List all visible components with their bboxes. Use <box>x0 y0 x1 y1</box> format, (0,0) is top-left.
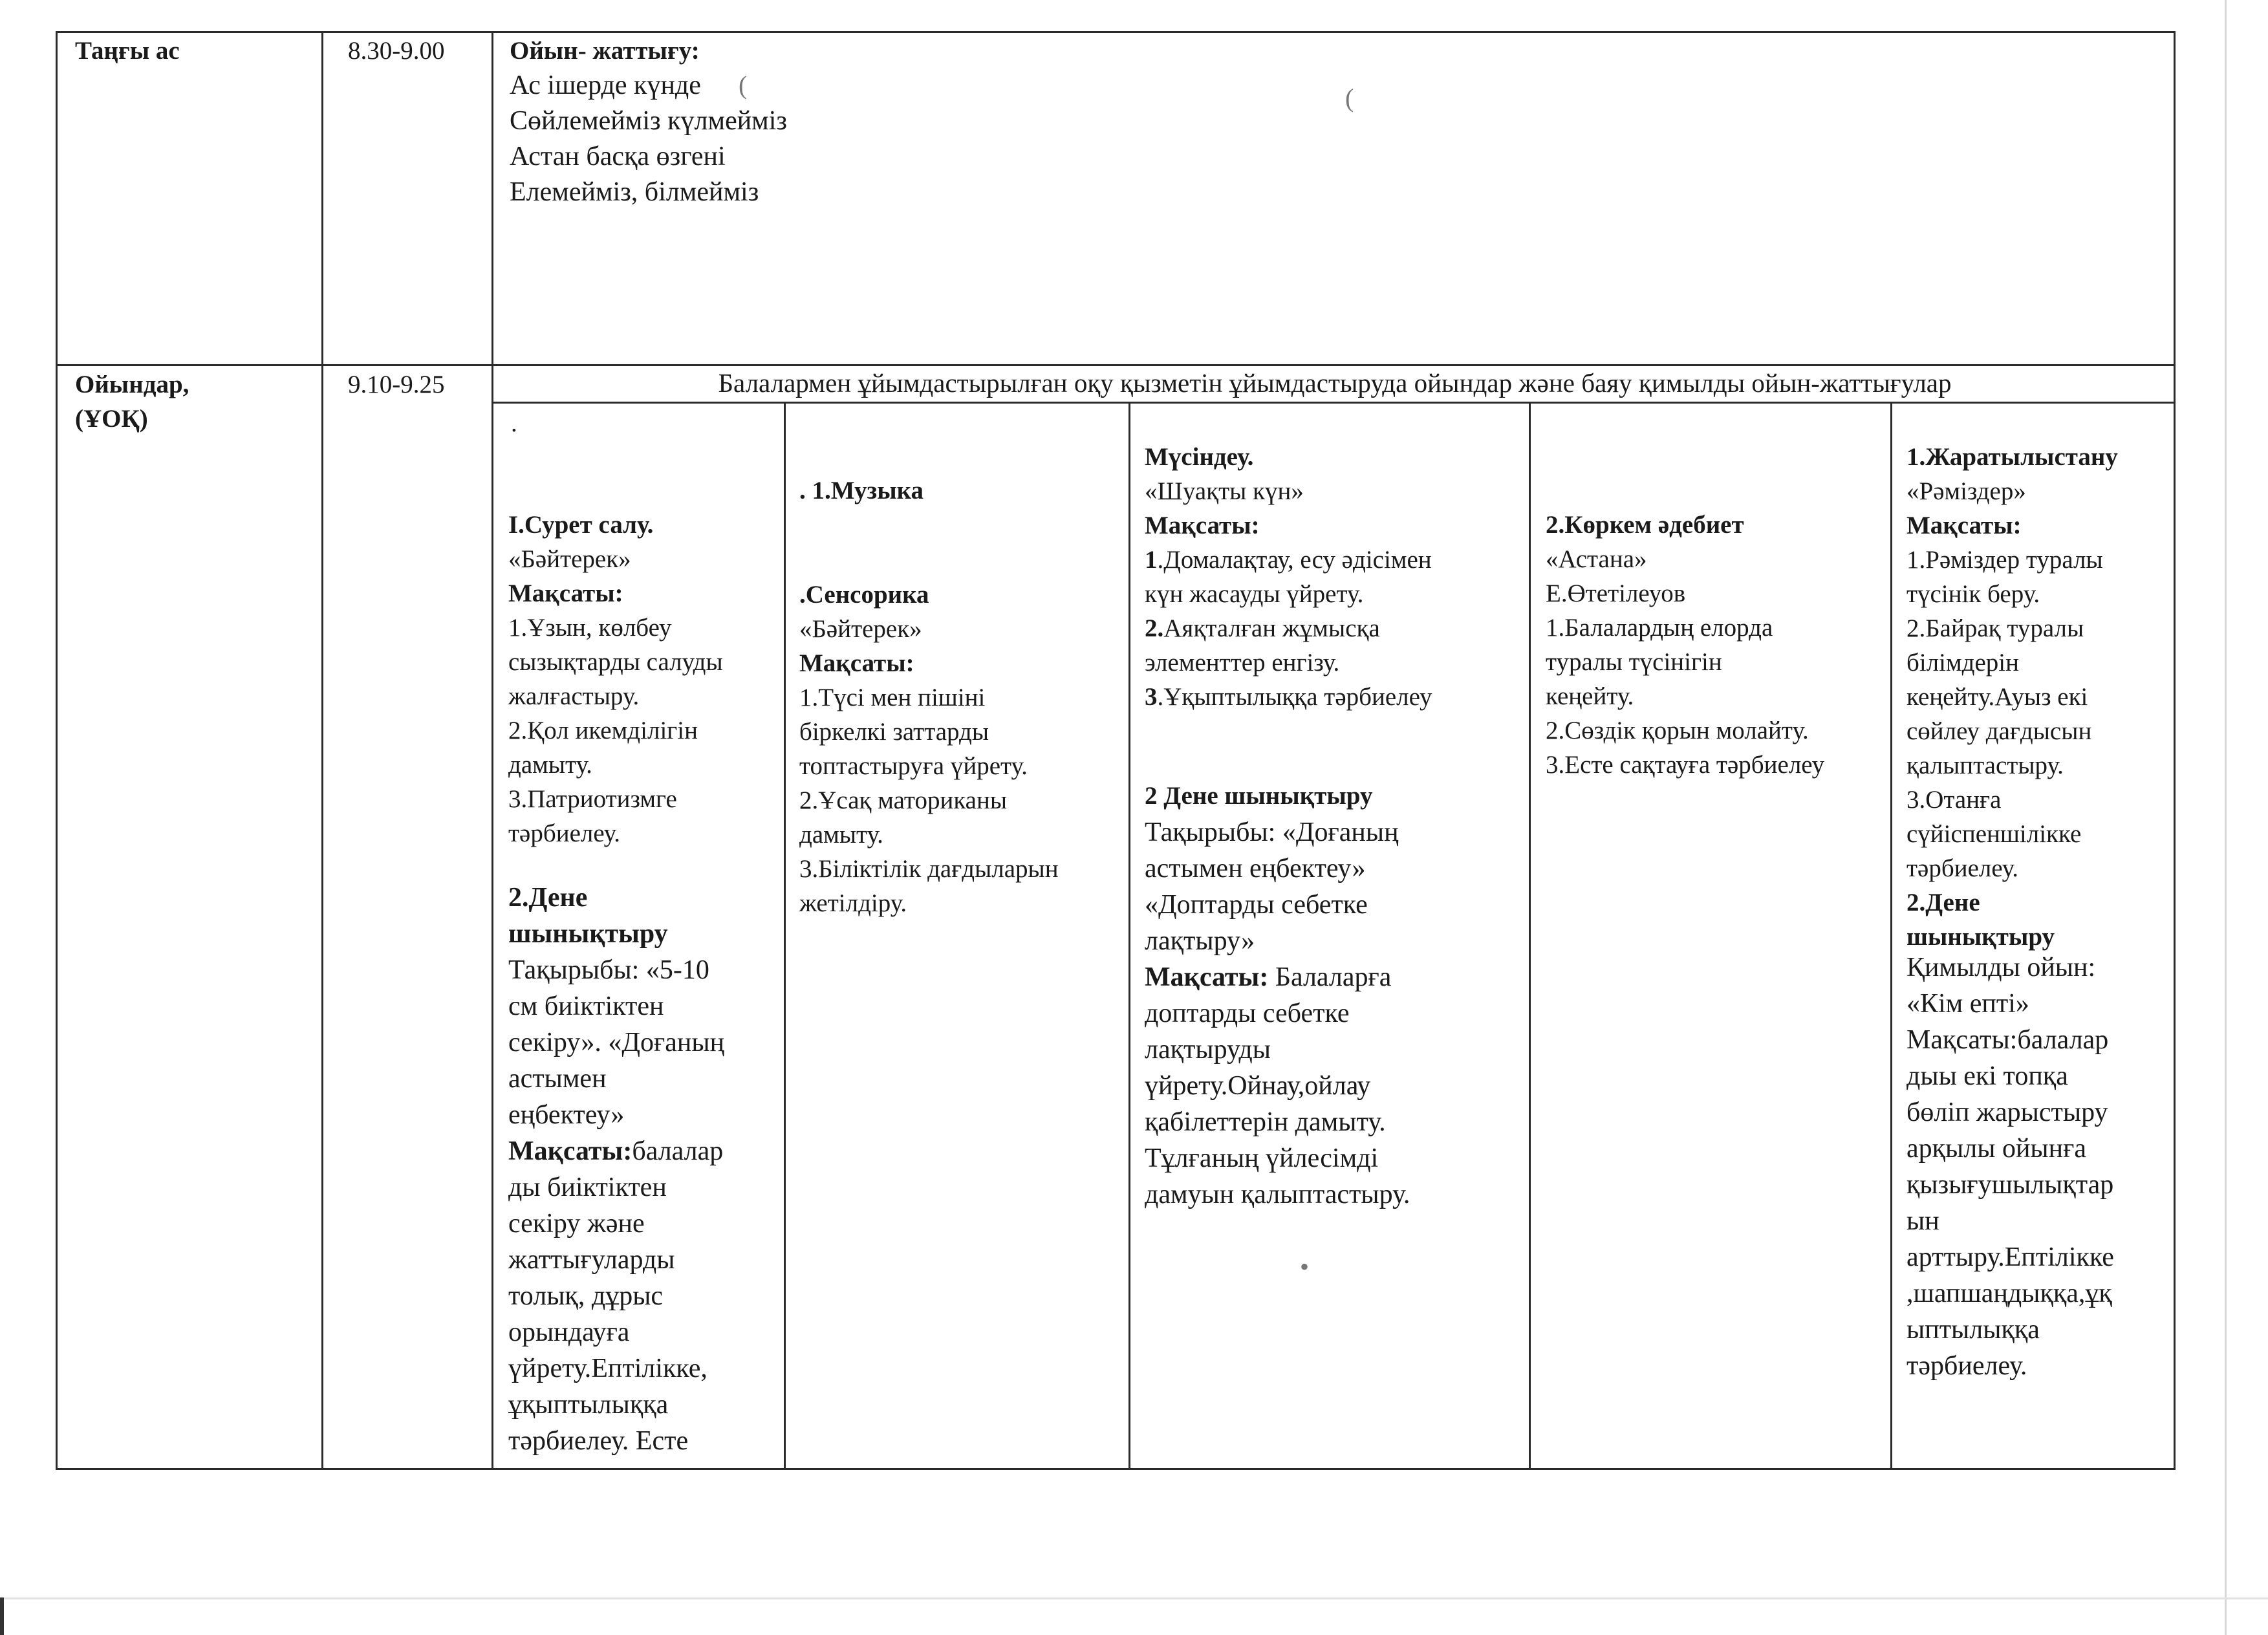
poem-line: Астан басқа өзгені <box>510 142 726 171</box>
column-divider <box>1890 402 1892 1470</box>
lesson-line: см биіктіктен <box>508 991 664 1021</box>
lesson-heading: .Сенсорика <box>799 581 929 609</box>
lesson-line: 3.Патриотизмге <box>508 785 677 813</box>
lesson-line: топтастыруға үйрету. <box>799 752 1028 780</box>
lesson-line: «Доптарды себетке <box>1145 890 1368 920</box>
lesson-heading: 2 Дене шынықтыру <box>1145 782 1373 810</box>
lesson-line: сызықтарды салуды <box>508 648 723 676</box>
column-divider <box>491 31 493 1470</box>
lesson-line: 1.Жаратылыстану <box>1906 443 2118 471</box>
lesson-line: Е.Өтетілеуов <box>1546 579 1686 607</box>
lesson-line: тәрбиелеу. <box>1906 854 2019 882</box>
line-rest: Балаларға <box>1268 962 1392 992</box>
lesson-line: арқылы ойынға <box>1906 1134 2086 1164</box>
lesson-line: қызығушылықтар <box>1906 1170 2114 1200</box>
banner-cell <box>495 366 2174 401</box>
lesson-line: сөйлеу дағдысын <box>1906 717 2092 745</box>
lesson-column-game <box>1906 949 2173 1384</box>
lesson-line: дамуын қалыптастыру. <box>1145 1180 1410 1209</box>
scan-mark: ( <box>1345 83 1354 113</box>
lesson-line: 3.Есте сақтауға тәрбиелеу <box>1546 751 1825 779</box>
lesson-line: жетілдіру. <box>799 889 907 917</box>
bold-prefix: 2. <box>1145 614 1164 642</box>
lesson-column-modeling <box>1145 440 1526 714</box>
poem-line: Елемейміз, білмейміз <box>510 177 759 207</box>
lesson-line: 2.Дене <box>508 883 588 913</box>
lesson-line <box>1145 680 1526 714</box>
lesson-line: 1.Балалардың елорда <box>1546 614 1773 642</box>
activity-heading: Ойын- жаттығу: <box>510 37 700 65</box>
time-label: 9.10-9.25 <box>348 371 445 398</box>
lesson-column-drawing <box>508 508 780 850</box>
lesson-line: «Астана» <box>1546 545 1647 573</box>
lesson-line: Тұлғаның үйлесімді <box>1145 1143 1379 1173</box>
lesson-line: қалыптастыру. <box>1906 752 2064 779</box>
lesson-line: Қимылды ойын: <box>1906 953 2096 982</box>
lesson-column-literature <box>1546 508 1888 782</box>
lesson-line: толық, дұрыс <box>508 1281 664 1311</box>
page-edge <box>0 1597 2268 1599</box>
lesson-line: Тақырыбы: «5-10 <box>508 955 709 985</box>
lesson-line: «Кім епті» <box>1906 989 2029 1019</box>
row-name: Таңғы ас <box>75 37 180 65</box>
bold-prefix: Мақсаты: <box>508 1136 632 1166</box>
line-rest: балалар <box>632 1136 724 1166</box>
lesson-line: шынықтыру <box>508 919 668 949</box>
bold-prefix: 3 <box>1145 683 1158 711</box>
lesson-line: орындауға <box>508 1317 630 1347</box>
lesson-line: элементтер енгізу. <box>1145 649 1340 677</box>
lesson-line: ын <box>1906 1206 1939 1236</box>
lesson-line: дамыту. <box>508 751 592 779</box>
lesson-line: туралы түсінігін <box>1546 648 1722 676</box>
lesson-line: еңбектеу» <box>508 1100 625 1130</box>
row-time <box>348 34 487 68</box>
lesson-line <box>1145 611 1526 645</box>
lesson-line: тәрбиелеу. <box>508 819 621 847</box>
lesson-line: Мақсаты: <box>799 649 914 677</box>
lesson-line: 2.Дене <box>1906 889 1980 916</box>
lesson-column-pe <box>508 880 780 1459</box>
lesson-line: секіру». «Доғаның <box>508 1028 725 1057</box>
lesson-line: білімдерін <box>1906 649 2020 677</box>
lesson-line: 3.Біліктілік дағдыларын <box>799 855 1059 883</box>
lesson-line: лақтыру» <box>1145 926 1255 956</box>
scan-mark: ( <box>739 70 748 100</box>
lesson-column-music <box>799 473 1126 508</box>
row-divider <box>491 402 2176 404</box>
dot-mark <box>511 406 537 440</box>
lesson-line: астымен <box>508 1064 607 1094</box>
scan-mark: • <box>1300 1252 1310 1281</box>
row-name: Ойындар, <box>75 371 189 398</box>
lesson-line: 2.Көркем әдебиет <box>1546 511 1744 539</box>
row-time <box>348 367 487 402</box>
lesson-line: 2.Қол икемділігін <box>508 717 698 744</box>
lesson-line: Мақсаты: <box>1906 512 2022 539</box>
lesson-line: ұқыптылыққа <box>508 1390 669 1420</box>
line-rest: Аяқталған жұмысқа <box>1163 614 1380 642</box>
page-edge <box>2225 0 2227 1635</box>
lesson-line: тәрбиелеу. <box>1906 1351 2027 1381</box>
lesson-line: дыы екі топқа <box>1906 1061 2068 1091</box>
page-edge <box>0 1597 4 1635</box>
lesson-heading: . 1.Музыка <box>799 477 924 504</box>
lesson-line: «Рәміздер» <box>1906 477 2026 505</box>
lesson-line: астымен еңбектеу» <box>1145 854 1366 883</box>
row-name: (ҰОҚ) <box>75 405 148 433</box>
lesson-line: ды биіктіктен <box>508 1173 667 1202</box>
lesson-line: қабілеттерін дамыту. <box>1145 1107 1386 1137</box>
line-rest: .Домалақтау, есу әдісімен <box>1157 546 1432 574</box>
lesson-line: «Бәйтерек» <box>799 615 922 643</box>
lesson-line: жаттығуларды <box>508 1245 675 1275</box>
time-label: 8.30-9.00 <box>348 37 445 65</box>
dot-text: . <box>511 409 517 437</box>
breakfast-activity <box>510 34 2126 210</box>
lesson-line: ыптылыққа <box>1906 1315 2040 1345</box>
lesson-line: арттыру.Ептілікке <box>1906 1242 2114 1272</box>
lesson-line: сүйіспеншілікке <box>1906 820 2082 848</box>
lesson-line: 1.Ұзын, көлбеу <box>508 614 672 642</box>
lesson-line: шынықтыру <box>1906 923 2055 951</box>
lesson-line: І.Сурет салу. <box>508 511 654 539</box>
column-divider <box>1129 402 1130 1470</box>
lesson-line: күн жасауды үйрету. <box>1145 580 1364 608</box>
column-divider <box>321 31 323 1470</box>
lesson-line: 1.Түсі мен пішіні <box>799 684 986 711</box>
poem-line: Ас ішерде күнде <box>510 70 701 100</box>
poem-line: Сөйлемейміз күлмейміз <box>510 106 788 136</box>
lesson-line: 2.Байрақ туралы <box>1906 614 2084 642</box>
lesson-line: секіру және <box>508 1209 645 1239</box>
lesson-line: ,шапшаңдыққа,ұқ <box>1906 1279 2112 1308</box>
lesson-line: Мақсаты: <box>508 579 623 607</box>
lesson-line: Мақсаты: <box>1145 512 1260 539</box>
lesson-line <box>1145 959 1526 995</box>
lesson-line: үйрету.Ойнау,ойлау <box>1145 1071 1371 1101</box>
lesson-line: «Шуақты күн» <box>1145 477 1304 505</box>
lesson-line: жалғастыру. <box>508 682 640 710</box>
lesson-line: біркелкі заттарды <box>799 718 989 746</box>
line-rest: .Ұқыптылыққа тәрбиелеу <box>1157 683 1432 711</box>
lesson-line: Тақырыбы: «Доғаның <box>1145 817 1399 847</box>
column-divider <box>1529 402 1531 1470</box>
lesson-line: лақтыруды <box>1145 1035 1271 1065</box>
bold-prefix: 1 <box>1145 546 1158 574</box>
lesson-line: 2.Сөздік қорын молайту. <box>1546 717 1809 744</box>
lesson-line: дамыту. <box>799 821 883 849</box>
lesson-line: кеңейту.Ауыз екі <box>1906 683 2088 711</box>
lesson-column-sensory <box>799 578 1126 920</box>
lesson-column-pe <box>1145 778 1526 1213</box>
lesson-line: 1.Рәміздер туралы <box>1906 546 2103 574</box>
column-divider <box>784 402 786 1470</box>
lesson-line: түсінік беру. <box>1906 580 2040 608</box>
bold-prefix: Мақсаты: <box>1145 962 1269 992</box>
lesson-column-nature <box>1906 440 2173 954</box>
lesson-line: 2.Ұсақ маториканы <box>799 786 1008 814</box>
lesson-line <box>508 1133 780 1169</box>
lesson-line <box>1145 543 1526 577</box>
lesson-line: Мүсіндеу. <box>1145 443 1254 471</box>
lesson-line: «Бәйтерек» <box>508 545 631 573</box>
row-name-breakfast <box>75 34 314 68</box>
lesson-line: тәрбиелеу. Есте <box>508 1426 689 1456</box>
lesson-line: бөліп жарыстыру <box>1906 1098 2108 1127</box>
lesson-line: Мақсаты:балалар <box>1906 1025 2109 1055</box>
lesson-line: үйрету.Ептілікке, <box>508 1354 707 1383</box>
lesson-line: доптарды себетке <box>1145 999 1350 1028</box>
banner-text: Балалармен ұйымдастырылған оқу қызметін ұйымдастыруда ойындар және баяу қимылды ойын-жаттығулар <box>718 368 1952 398</box>
lesson-line: 3.Отанға <box>1906 786 2002 814</box>
lesson-line: кеңейту. <box>1546 682 1634 710</box>
row-name-games <box>75 367 314 436</box>
